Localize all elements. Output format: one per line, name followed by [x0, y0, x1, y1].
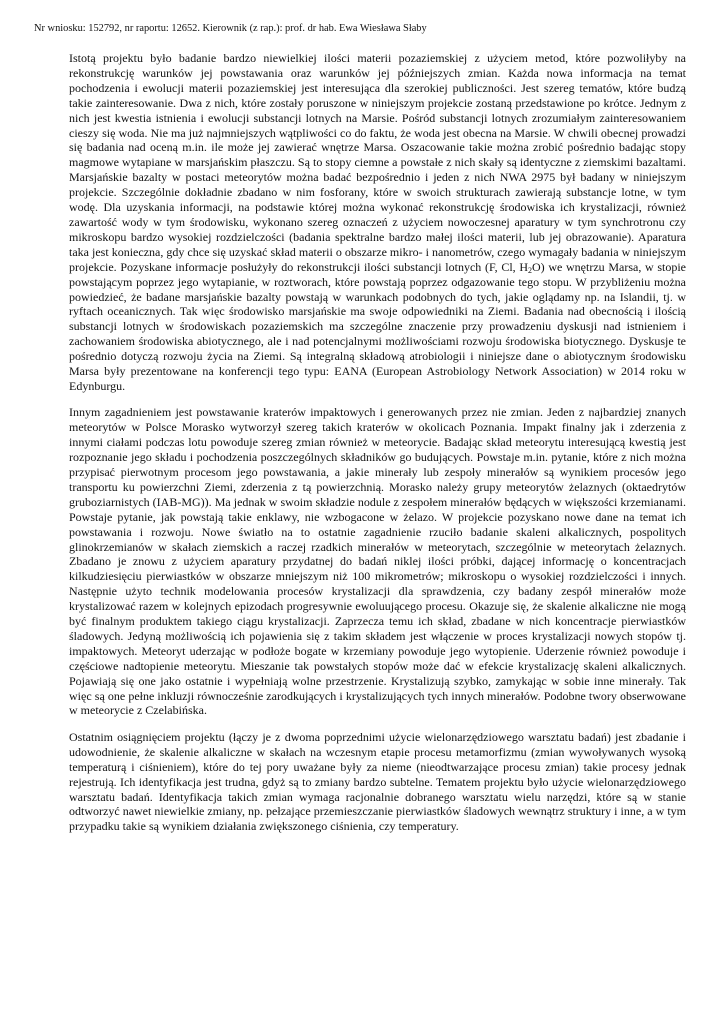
paragraph-final-achievement: Ostatnim osiągnięciem projektu (łączy je z dwoma poprzednimi użycie wielonarzędziowego warsztatu badań) jest zbadanie i udowodnienie, że skalenie alkaliczne w skałach na wczesnym etapie procesu metamorfizmu (zmian wywoływanych wysoką temperaturą i ciśnieniem), które do tej pory uważane były za nieme (nieodtwarzające procesu zmian) takie procesy jednak rejestrują. Ich identyfikacja jest trudna, gdyż są to zmiany bardzo subtelne. Tematem projektu było użycie wielonarzędziowego warsztatu badań. Identyfikacja takich zmian wymaga racjonalnie dobranego warsztatu wielu narzędzi, które są w stanie odtworzyć nawet niewielkie zmiany, np. pełzające przemieszczanie pierwiastków śladowych wewnątrz struktury i inne, a w tym przypadku takie są wynikiem działania zwiększonego ciśnienia, czy temperatury. [69, 729, 686, 834]
report-body [69, 51, 686, 846]
subscript-2: 2 [528, 265, 533, 275]
paragraph-mars-volatiles [69, 51, 686, 394]
paragraph-impact-craters: Innym zagadnieniem jest powstawanie kraterów impaktowych i generowanych przez nie zmian. Jeden z najbardziej znanych meteorytów w Polsce Morasko wytworzył szereg takich kraterów w okolicach Poznania. Impakt finalny jak i zderzenia z innymi ciałami podczas lotu powoduje szereg zmian również w meteorycie. Badając skład meteorytu interesującą kwestią jest rozpoznanie jego składu i pochodzenia poszczególnych składników go budujących. Powstaje m.in. pytanie, które z nich można przypisać pierwotnym procesom jego powstawania, a jakie minerały lub zespoły minerałów są wynikiem procesów jego transportu ku powierzchni Ziemi, zderzenia z tą powierzchnią. Morasko należy grupy meteorytów żelaznych (oktaedrytów gruboziarnistych (IAB-MG)). Ma jednak w swoim składzie nodule z zespołem minerałów będących w większości krzemianami. Powstaje pytanie, jak powstają takie enklawy, nie wzbogacone w żelazo. W projekcie pozyskano nowe dane na temat ich powstawania i rozwoju. Nowe światło na to ostatnie zagadnienie rzuciło badanie skaleni alkalicznych, pospolitych glinokrzemianów w skałach ziemskich a raczej rzadkich minerałów w meteorytach, szczególnie w meteorytach żelaznych. Zbadano je znowu z użyciem aparatury przydatnej do badań niklej ilości próbki, dającej informację o koncentracjach kilkudziesięciu pierwiastków w obszarze mniejszym niż 100 mikrometrów; mikroskopu o wysokiej rozdzielczości i innych. Następnie użyto technik modelowania procesów krystalizacji dla sprawdzenia, czy badany zespół minerałów może krystalizować razem w kolejnych epizodach progresywnie ewoluującego procesu. Okazuje się, że skalenie alkaliczne nie mogą być finalnym produktem takiego ciągu krystalizacji. Zaprzecza temu ich skład, zbadane w nich koncentracje pierwiastków śladowych. Jedyną możliwością ich pojawienia się z takim składem jest włączenie w proces krystalizacji nowych stopów tj. impaktowych. Meteoryt uderzając w podłoże bogate w krzemiany powoduje jego wytopienie. Uderzenie również powoduje i częściowe nadtopienie meteorytu. Mieszanie tak powstałych stopów może dać w efekcie krystalizację skaleni alkalicznych. Pojawiają się one jako ostatnie i wypełniają wolne przestrzenie. Krystalizują szybko, zamykając w sobie inne minerały. Tak więc są one pełne inkluzji równocześnie zarodkujących i krystalizujących tych innych minerałów. Podobne twory obserwowane w meteorycie z Czelabińska. [69, 405, 686, 718]
report-header: Nr wniosku: 152792, nr raportu: 12652. Kierownik (z rap.): prof. dr hab. Ewa Wiesława Słaby [34, 23, 427, 34]
paragraph-text-part: O) we wnętrzu Marsa, w stopie powstającym poprzez jego wytapianie, w roztworach, które powstają poprzez odgazowanie tego stopu. W przybliżeniu można powiedzieć, że badane marsjańskie bazalty powstają w warunkach podobnych do tych, jakie oglądamy np. na Islandii, tj. w ryftach oceanicznych. Tak więc środowisko marsjańskie ma swoje odpowiedniki na Ziemi. Badania nad obecnością i ilością substancji lotnych w środowiskach pozaziemskich ma szczególne znaczenie przy prowadzeniu dyskusji nad istnieniem i zachowaniem środowiska abiotycznego, ale i nad potencjalnymi możliwościami rozwoju środowiska biotycznego. Dyskusje te pośrednio dotyczą rozwoju życia na Ziemi. Są integralną składową atrobiologii i niniejsze dane o abiotycznym środowisku Marsa były prezentowane na konferencji tego typu: EANA (European Astrobiology Network Association) w 2014 roku w Edynburgu. [69, 259, 686, 393]
paragraph-text-part: Istotą projektu było badanie bardzo niewielkiej ilości materii pozaziemskiej z użyciem metod, które pozwoliłyby na rekonstrukcję warunków jej powstawania oraz warunków jej późniejszych zmian. Każda nowa informacja na temat pochodzenia i ewolucji materii pozaziemskiej jest interesująca dla szerokiej publiczności. Jest szereg tematów, które budzą takie zainteresowanie. Dwa z nich, które zostały poruszone w niniejszym projekcie zostaną przedstawione po krótce. Jednym z nich jest kwestia istnienia i ewolucji substancji lotnych na Marsie. Pośród substancji lotnych zrozumiałym zainteresowaniem cieszy się woda. Nie ma już najmniejszych wątpliwości co do faktu, że woda jest obecna na Marsie. W chwili obecnej prowadzi się badania nad oceną m.in. ile może jej zawierać wnętrze Marsa. Oszacowanie takie można zrobić pośrednio badając stopy magmowe wytapiane w marsjańskim płaszczu. Są to stopy ciemne a powstałe z nich skały są identyczne z ziemskimi bazaltami. Marsjańskie bazalty w postaci meteorytów można badać bezpośrednio i jeden z nich NWA 2975 był badany w niniejszym projekcie. Szczególnie dokładnie zbadano w nim fosforany, które w swoich strukturach zawierają substancje lotne, w tym wodę. Dla uzyskania informacji, na podstawie której można wykonać rekonstrukcję środowiska ich krystalizacji, również zawartość wody w tym środowisku, wykonano szereg oznaczeń z użyciem nowoczesnej aparatury w tym synchrotronu czy mikroskopu bardzo wysokiej rozdzielczości (badania spektralne bardzo małej ilości materii, lub jej obrazowanie). Aparatura taka jest konieczna, gdy chce się uzyskać skład materii o obszarze mikro- i nanometrów, czego wymagały badania w niniejszym projekcie. Pozyskane informacje posłużyły do rekonstrukcji ilości substancji lotnych (F, Cl, H [69, 51, 686, 274]
